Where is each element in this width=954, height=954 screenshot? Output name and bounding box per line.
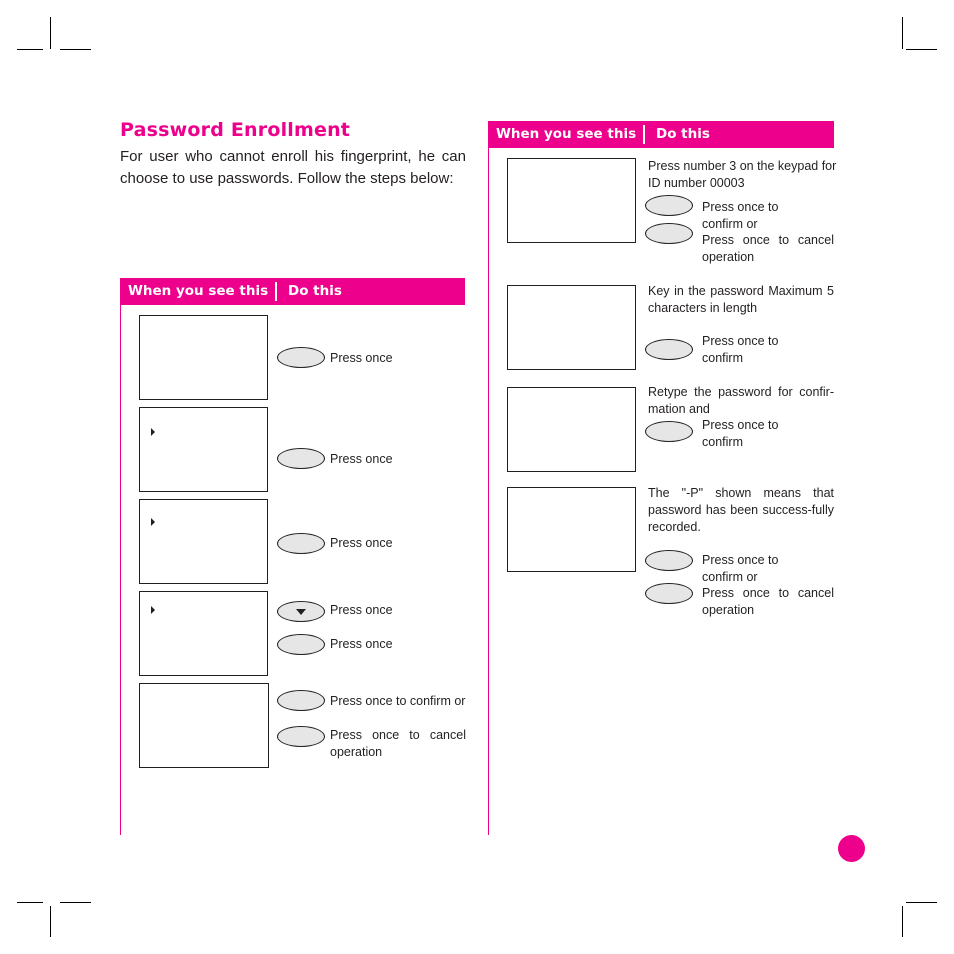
step-instruction: Press once to cancel operation — [702, 233, 834, 264]
menu-pointer-icon — [151, 606, 155, 614]
confirm-button[interactable] — [645, 421, 693, 442]
lcd-screen — [507, 285, 636, 370]
step-instruction: Press once — [330, 536, 393, 550]
crop-mark — [50, 17, 51, 49]
menu-pointer-icon — [151, 428, 155, 436]
crop-mark — [902, 17, 903, 49]
left-header-col1: When you see this — [128, 283, 269, 299]
page-marker-dot — [838, 835, 865, 862]
crop-mark — [906, 902, 937, 903]
header-separator — [643, 125, 645, 144]
lcd-screen — [507, 158, 636, 243]
step-instruction: Press once to cancel operation — [330, 728, 466, 759]
cancel-button[interactable] — [277, 726, 325, 747]
crop-mark — [50, 906, 51, 937]
step-instruction: Press once to cancel operation — [702, 586, 834, 617]
confirm-button[interactable] — [645, 195, 693, 216]
crop-mark — [60, 902, 91, 903]
left-table-header — [120, 278, 465, 305]
right-table-header — [488, 121, 834, 148]
step-instruction: Press once to confirm — [702, 418, 779, 449]
keypad-button[interactable] — [277, 347, 325, 368]
lcd-screen — [507, 487, 636, 572]
step-note: Press number 3 on the keypad for ID number 00003 — [648, 159, 837, 190]
page-title: Password Enrollment — [120, 119, 351, 141]
step-instruction: Press once — [330, 637, 393, 651]
lcd-screen — [139, 591, 268, 676]
lcd-screen — [139, 407, 268, 492]
step-instruction: Press once to confirm or — [330, 694, 466, 708]
step-instruction: Press once to confirm or — [702, 553, 779, 584]
step-instruction: Press once — [330, 603, 393, 617]
cancel-button[interactable] — [645, 583, 693, 604]
step-instruction: Press once — [330, 351, 393, 365]
lcd-screen — [139, 683, 269, 768]
lcd-screen — [139, 315, 268, 400]
left-header-col2: Do this — [288, 283, 342, 299]
down-arrow-icon — [296, 609, 306, 615]
crop-mark — [17, 902, 43, 903]
confirm-button[interactable] — [645, 550, 693, 571]
confirm-button[interactable] — [277, 690, 325, 711]
crop-mark — [60, 49, 91, 50]
keypad-button[interactable] — [277, 533, 325, 554]
crop-mark — [17, 49, 43, 50]
crop-mark — [906, 49, 937, 50]
step-instruction: Press once to confirm — [702, 334, 779, 365]
menu-pointer-icon — [151, 518, 155, 526]
intro-paragraph: For user who cannot enroll his fingerprint, he can choose to use passwords. Follow the steps below: — [120, 148, 466, 187]
header-separator — [275, 282, 277, 301]
keypad-button[interactable] — [277, 448, 325, 469]
step-note: Retype the password for confir-mation and — [648, 385, 834, 416]
step-instruction: Press once to confirm or — [702, 200, 779, 231]
right-header-col2: Do this — [656, 126, 710, 142]
lcd-screen — [139, 499, 268, 584]
crop-mark — [902, 906, 903, 937]
cancel-button[interactable] — [645, 223, 693, 244]
step-instruction: Press once — [330, 452, 393, 466]
down-arrow-button[interactable] — [277, 601, 325, 622]
right-table-border — [488, 148, 489, 835]
left-table-border — [120, 305, 121, 835]
right-header-col1: When you see this — [496, 126, 637, 142]
lcd-screen — [507, 387, 636, 472]
step-note: The "-P" shown means that password has been success-fully recorded. — [648, 486, 834, 534]
confirm-button[interactable] — [645, 339, 693, 360]
step-note: Key in the password Maximum 5 characters in length — [648, 284, 834, 315]
keypad-button[interactable] — [277, 634, 325, 655]
